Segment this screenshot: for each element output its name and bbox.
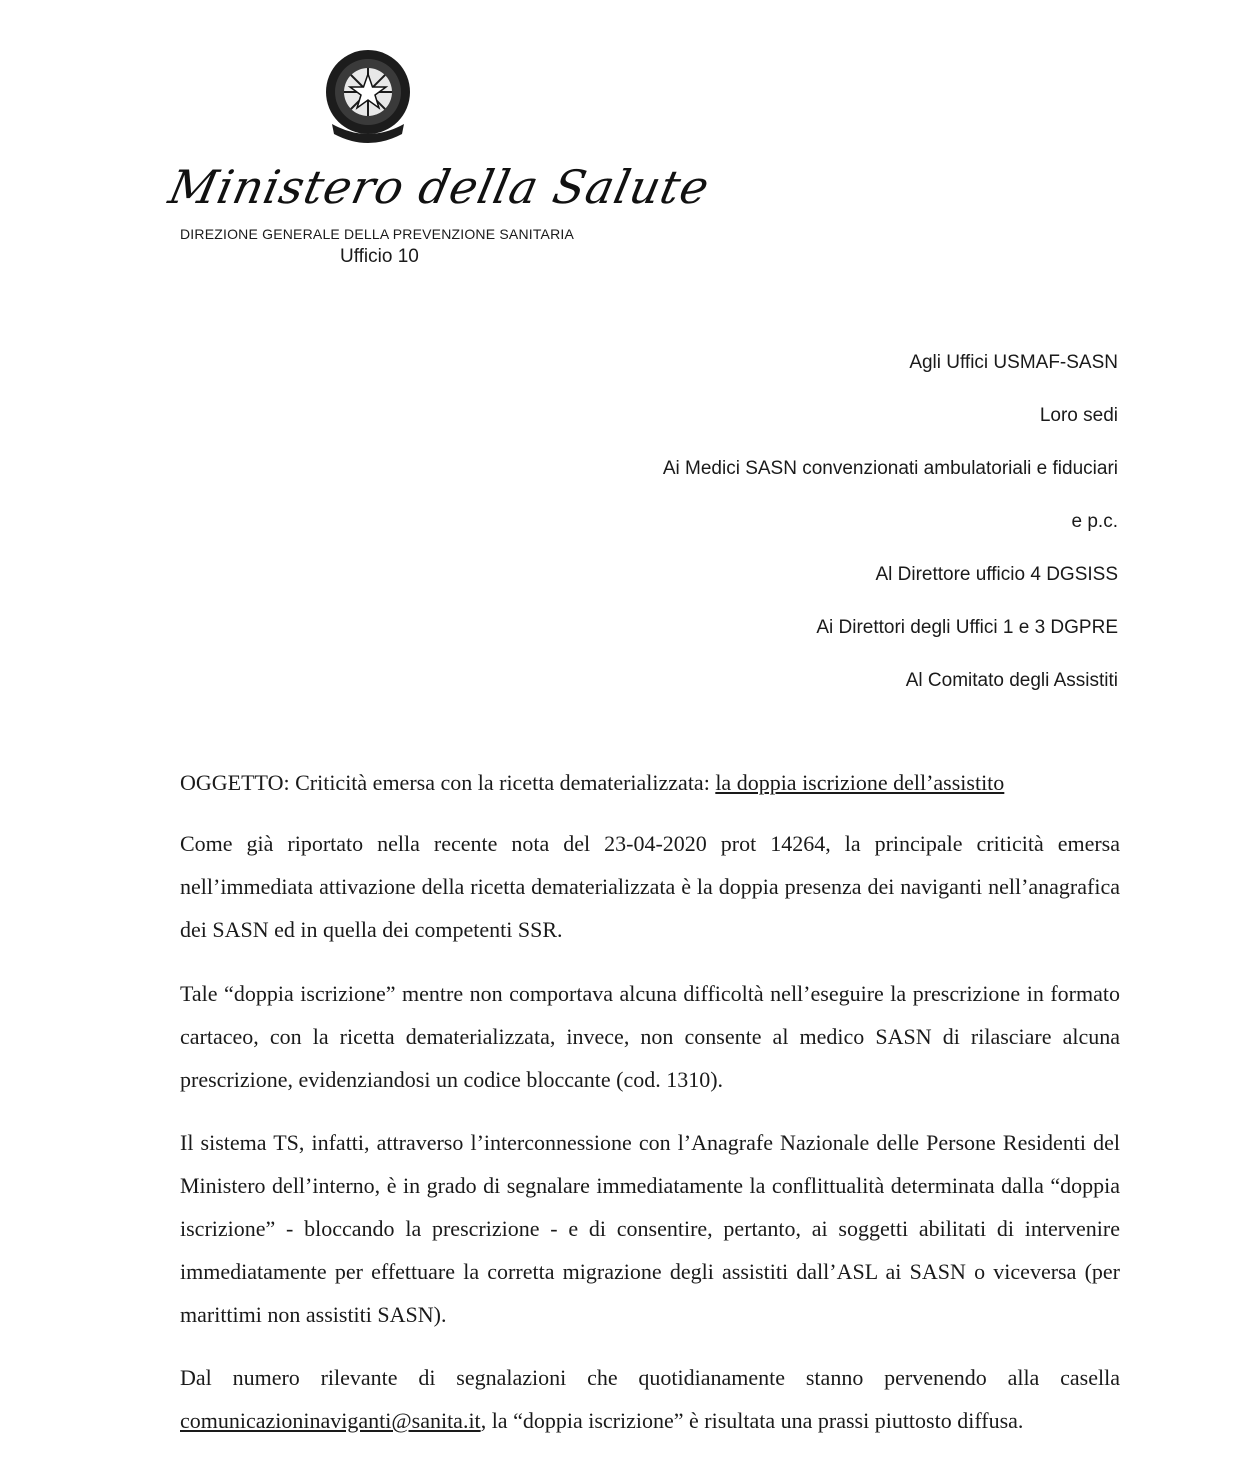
subject-label: OGGETTO:	[180, 770, 290, 795]
recipient-line: Al Direttore ufficio 4 DGSISS	[875, 564, 1118, 585]
recipient-line: Ai Direttori degli Uffici 1 e 3 DGPRE	[816, 617, 1118, 638]
italian-republic-emblem-icon	[318, 44, 418, 144]
paragraph-1: Come già riportato nella recente nota del 23-04-2020 prot 14264, la principale criticità emersa nell’immediata attivazione della ricetta dematerializzata è la doppia presenza dei naviganti nell’anagrafica dei SASN ed in quella dei competenti SSR.	[180, 831, 1120, 942]
recipient-line: Agli Uffici USMAF-SASN	[909, 352, 1118, 373]
ministry-name: Ministero della Salute	[164, 160, 715, 214]
recipient-line: Loro sedi	[1039, 405, 1118, 426]
ufficio-number: Ufficio 10	[340, 246, 419, 267]
paragraph-3: Il sistema TS, infatti, attraverso l’interconnessione con l’Anagrafe Nazionale delle Persone Residenti del Ministero dell’interno, è in grado di segnalare immediatamente la conflittualità determinata dalla “doppia iscrizione” - bloccando la prescrizione - e di consentire, pertanto, ai soggetti abilitati di intervenire immediatamente per effettuare la corretta migrazione degli assistiti dall’ASL ai SASN o viceversa (per marittimi non assistiti SASN).	[180, 1130, 1120, 1327]
subject-underlined: la doppia iscrizione dell’assistito	[715, 770, 1005, 795]
direzione-generale: DIREZIONE GENERALE DELLA PREVENZIONE SANITARIA	[180, 226, 575, 242]
recipient-line: e p.c.	[1071, 511, 1118, 532]
paragraph-4	[180, 1356, 1120, 1442]
recipients-list	[418, 348, 1118, 719]
paragraph-4-text-before: Dal numero rilevante di segnalazioni che quotidianamente stanno pervenendo alla casella	[180, 1365, 1120, 1390]
recipient-line: Ai Medici SASN convenzionati ambulatoriali e fiduciari	[662, 458, 1118, 479]
recipient-line: Al Comitato degli Assistiti	[905, 670, 1118, 691]
email-link[interactable]: comunicazioninaviganti@sanita.it	[180, 1408, 481, 1433]
paragraph-4-text-after: , la “doppia iscrizione” è risultata una prassi piuttosto diffusa.	[480, 1408, 1024, 1433]
paragraph-2: Tale “doppia iscrizione” mentre non comportava alcuna difficoltà nell’eseguire la prescrizione in formato cartaceo, con la ricetta dematerializzata, invece, non consente al medico SASN di rilasciare alcuna prescrizione, evidenziandosi un codice bloccante (cod. 1310).	[180, 981, 1120, 1092]
subject-text: Criticità emersa con la ricetta dematerializzata:	[295, 770, 710, 795]
subject-line	[180, 770, 1120, 796]
